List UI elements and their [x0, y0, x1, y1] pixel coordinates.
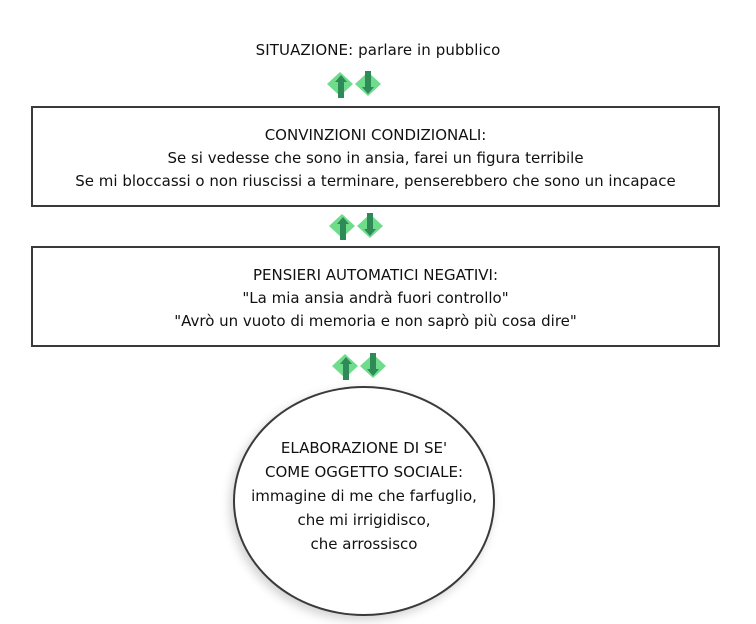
conditional-beliefs-box: [31, 106, 720, 207]
self-processing-title: ELABORAZIONE DI SE': [280, 439, 448, 457]
conditional-belief-line: Se si vedesse che sono in ansia, farei un figura terribile: [167, 149, 584, 167]
situation-label: SITUAZIONE: parlare in pubblico: [255, 41, 501, 59]
arrow-down-icon: [360, 353, 386, 378]
negative-thought-line: "La mia ansia andrà fuori controllo": [242, 289, 509, 307]
arrow-up-icon: [329, 214, 355, 240]
negative-thoughts-box: [31, 246, 720, 347]
negative-thought-line: "Avrò un vuoto di memoria e non saprò più cosa dire": [174, 312, 577, 330]
arrow-down-icon: [355, 71, 381, 96]
conditional-beliefs-title: CONVINZIONI CONDIZIONALI:: [264, 126, 487, 144]
conditional-belief-line: Se mi bloccassi o non riuscissi a terminare, penserebbero che sono un incapace: [75, 172, 676, 190]
negative-thoughts-title: PENSIERI AUTOMATICI NEGATIVI:: [252, 266, 499, 284]
self-processing-circle: [233, 386, 495, 616]
self-processing-line: che mi irrigidisco,: [297, 511, 431, 529]
bidirectional-arrows: [330, 350, 390, 382]
self-processing-title: COME OGGETTO SOCIALE:: [264, 463, 463, 481]
bidirectional-arrows: [327, 210, 387, 242]
arrow-up-icon: [332, 354, 358, 380]
self-processing-line: immagine di me che farfuglio,: [251, 487, 477, 505]
bidirectional-arrows: [325, 68, 385, 100]
arrow-down-icon: [357, 213, 383, 238]
self-processing-line: che arrossisco: [310, 535, 418, 553]
arrow-up-icon: [327, 72, 353, 98]
